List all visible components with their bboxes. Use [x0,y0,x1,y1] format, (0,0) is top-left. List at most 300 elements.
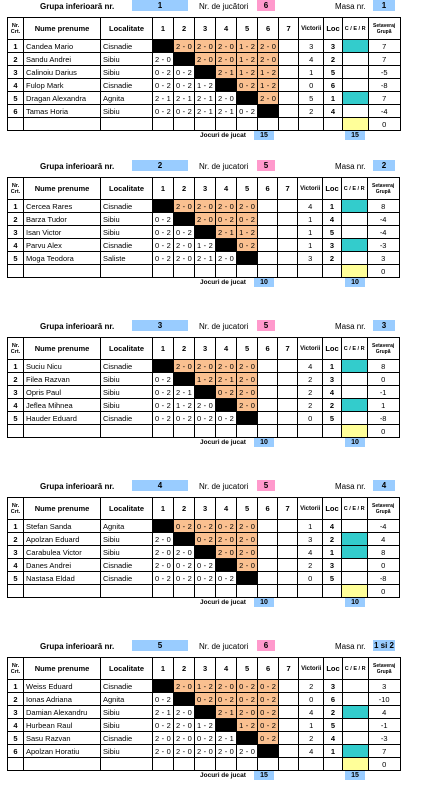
player-locality: Cisnadie [101,732,153,745]
place: 2 [324,53,342,66]
score-cell: 2 - 0 [174,40,195,53]
score-cell: 0 - 2 [258,693,279,706]
score-cell: 0 - 2 [153,226,174,239]
cer-cell [342,745,368,758]
group-title: Grupa inferioară nr. [40,322,115,331]
cer-cell [342,118,368,131]
col-opponent-2: 2 [174,18,195,40]
table-row [8,758,401,771]
col-setaveraj: Setaveraj Grupă [368,658,400,680]
score-cell: 1 - 2 [237,226,258,239]
score-cell: 0 - 2 [258,719,279,732]
score-cell [237,252,258,265]
group-number: 5 [132,640,188,651]
setaveraj: 4 [368,706,400,719]
score-cell [279,745,299,758]
setaveraj: 3 [367,252,399,265]
score-cell [278,412,298,425]
place: 1 [323,546,341,559]
place: 5 [323,412,341,425]
score-cell [237,92,258,105]
score-cell [195,118,216,131]
col-opponent-6: 6 [258,498,278,520]
group-header [7,160,441,176]
row-nr: 1 [8,40,24,53]
player-name: Hurbean Raul [24,719,101,732]
players-count: 6 [257,640,275,651]
score-cell [279,758,299,771]
victories: 1 [298,213,323,226]
table-row [8,732,401,745]
header-row [8,498,400,520]
score-cell [174,265,195,278]
col-cer: C / E / R [341,498,367,520]
score-cell: 2 - 0 [216,533,237,546]
col-opponent-4: 4 [216,18,237,40]
row-nr: 1 [8,200,24,213]
score-cell [237,118,258,131]
score-cell: 2 - 0 [216,745,237,758]
games-label: Jocuri de jucat [200,772,246,779]
cer-cell [342,732,368,745]
results-table [7,497,400,598]
score-cell: 0 - 2 [174,105,195,118]
col-victories: Victorii [298,178,323,200]
score-cell: 1 - 2 [258,79,279,92]
games-count: 10 [254,278,274,287]
place: 6 [324,79,342,92]
results-table [7,177,400,278]
setaveraj: -4 [367,213,399,226]
score-cell: 2 - 0 [216,92,237,105]
score-cell [153,680,174,693]
col-nr: Nr. Crt. [8,18,24,40]
row-nr: 4 [8,399,24,412]
score-cell: 0 - 2 [153,373,174,386]
score-cell: 2 - 1 [195,105,216,118]
place: 2 [324,706,342,719]
score-cell [174,118,195,131]
score-cell [237,412,258,425]
table-label: Masa nr. [335,2,366,11]
victories [299,758,324,771]
score-cell [195,706,216,719]
player-name: Opris Paul [24,386,101,399]
score-cell: 1 - 2 [195,79,216,92]
col-setaveraj: Setaveraj Grupă [367,338,399,360]
setaveraj: -4 [367,226,399,239]
row-nr: 4 [8,239,24,252]
setaveraj: 7 [368,40,400,53]
victories: 3 [298,252,323,265]
table-row [8,105,401,118]
score-cell: 0 - 2 [216,412,237,425]
score-cell: 2 - 0 [174,252,195,265]
table-row [8,213,400,226]
table-row [8,399,400,412]
table-row [8,265,400,278]
table-row [8,412,400,425]
col-setaveraj: Setaveraj Grupă [368,18,400,40]
games-label: Jocuri de jucat [200,132,246,139]
score-cell [279,680,299,693]
col-opponent-7: 7 [278,498,298,520]
score-cell: 2 - 0 [195,213,216,226]
score-cell [195,226,216,239]
games-count: 10 [254,438,274,447]
score-cell: 2 - 1 [216,706,237,719]
cer-cell [341,213,367,226]
score-cell: 0 - 2 [195,412,216,425]
setaveraj: 0 [367,425,399,438]
victories: 0 [298,412,323,425]
row-nr: 2 [8,693,24,706]
setaveraj: 0 [367,265,399,278]
row-nr: 3 [8,66,24,79]
setaveraj: 7 [368,745,400,758]
player-locality: Sibiu [101,226,153,239]
player-locality: Agnita [101,520,153,533]
place: 3 [324,680,342,693]
score-cell: 2 - 0 [237,533,258,546]
score-cell [258,533,278,546]
table-row [8,239,400,252]
col-place: Loc [323,498,341,520]
score-cell: 0 - 2 [153,239,174,252]
victories: 2 [298,373,323,386]
score-cell: 0 - 2 [174,66,195,79]
place: 4 [323,213,341,226]
results-table [7,657,401,771]
place: 3 [323,559,341,572]
place [323,425,341,438]
table-row [8,118,401,131]
games-label: Jocuri de jucat [200,439,246,446]
group-4 [7,480,441,606]
col-opponent-5: 5 [237,18,258,40]
score-cell [278,425,298,438]
results-table [7,17,401,131]
place: 1 [323,360,341,373]
score-cell [174,213,195,226]
row-nr: 5 [8,412,24,425]
player-locality: Cisnadie [101,559,153,572]
player-locality: Sibiu [101,719,153,732]
score-cell: 0 - 2 [153,105,174,118]
cer-cell [341,399,367,412]
cer-cell [341,425,367,438]
victories: 4 [298,360,323,373]
score-cell: 0 - 2 [153,213,174,226]
table-label: Masa nr. [335,482,366,491]
col-opponent-7: 7 [279,18,299,40]
victories: 5 [299,92,324,105]
row-nr: 1 [8,680,24,693]
row-nr: 5 [8,572,24,585]
row-nr: 2 [8,373,24,386]
score-cell [279,719,299,732]
score-cell: 2 - 0 [237,706,258,719]
score-cell [216,758,237,771]
score-cell: 2 - 1 [216,105,237,118]
score-cell: 2 - 0 [195,40,216,53]
victories: 3 [298,533,323,546]
victories: 3 [299,40,324,53]
score-cell: 0 - 2 [237,680,258,693]
score-cell [258,546,278,559]
place: 5 [323,572,341,585]
score-cell [258,226,278,239]
score-cell: 0 - 2 [237,693,258,706]
table-row [8,66,401,79]
score-cell [278,399,298,412]
victories [298,265,323,278]
score-cell: 2 - 0 [237,373,258,386]
player-name: Moga Teodora [24,252,101,265]
col-setaveraj: Setaveraj Grupă [367,178,399,200]
score-cell [237,758,258,771]
score-cell: 0 - 2 [174,520,195,533]
row-nr [8,118,24,131]
player-name: Filea Razvan [24,373,101,386]
score-cell [278,265,298,278]
victories-total: 15 [345,131,365,140]
cer-cell [342,40,368,53]
score-cell [258,745,279,758]
row-nr: 2 [8,533,24,546]
col-victories: Victorii [299,18,324,40]
score-cell: 1 - 2 [195,680,216,693]
table-row [8,559,400,572]
player-name: Suciu Nicu [24,360,101,373]
place [323,265,341,278]
player-name [24,425,101,438]
col-nr: Nr. Crt. [8,338,24,360]
cer-cell [342,693,368,706]
place: 3 [324,40,342,53]
score-cell [237,572,258,585]
col-opponent-6: 6 [258,18,279,40]
score-cell: 2 - 0 [153,533,174,546]
score-cell: 2 - 1 [216,373,237,386]
score-cell [279,40,299,53]
player-locality: Sibiu [101,105,153,118]
player-name: Jeflea Mihnea [24,399,101,412]
player-locality [101,265,153,278]
score-cell [195,758,216,771]
games-label: Jocuri de jucat [200,279,246,286]
score-cell [258,425,278,438]
col-opponent-4: 4 [216,338,237,360]
player-locality: Cisnadie [101,360,153,373]
player-name [24,118,101,131]
score-cell [279,66,299,79]
score-cell: 2 - 0 [153,53,174,66]
score-cell: 0 - 2 [237,79,258,92]
score-cell: 0 - 2 [195,520,216,533]
score-cell: 1 - 2 [237,66,258,79]
setaveraj: -5 [368,66,400,79]
place: 1 [324,745,342,758]
score-cell: 2 - 0 [237,559,258,572]
score-cell [279,53,299,66]
place: 1 [323,200,341,213]
player-locality: Sibiu [101,706,153,719]
score-cell: 1 - 2 [237,40,258,53]
group-number: 2 [132,160,188,171]
table-row [8,386,400,399]
score-cell [278,546,298,559]
score-cell: 0 - 2 [153,412,174,425]
score-cell [279,732,299,745]
score-cell: 0 - 2 [174,412,195,425]
col-opponent-7: 7 [278,178,298,200]
col-opponent-4: 4 [216,498,237,520]
score-cell: 2 - 0 [174,745,195,758]
score-cell: 2 - 0 [237,360,258,373]
player-locality: Agnita [101,92,153,105]
score-cell [278,386,298,399]
score-cell [195,386,216,399]
victories: 1 [298,239,323,252]
score-cell: 2 - 0 [174,200,195,213]
player-name: Calinoiu Darius [24,66,101,79]
victories [299,118,324,131]
score-cell: 0 - 2 [237,239,258,252]
score-cell: 2 - 0 [237,745,258,758]
player-locality: Cisnadie [101,79,153,92]
score-cell [278,572,298,585]
setaveraj: 8 [367,546,399,559]
score-cell [278,520,298,533]
players-count: 5 [257,320,275,331]
col-opponent-5: 5 [237,658,258,680]
score-cell: 2 - 0 [216,53,237,66]
victories-total: 10 [345,438,365,447]
table-row [8,252,400,265]
score-cell [174,53,195,66]
score-cell: 2 - 0 [195,360,216,373]
col-opponent-3: 3 [195,498,216,520]
victories: 2 [298,559,323,572]
score-cell: 0 - 2 [174,226,195,239]
victories [298,425,323,438]
score-cell: 2 - 1 [174,386,195,399]
score-cell [216,559,237,572]
table-row [8,200,400,213]
col-opponent-6: 6 [258,658,279,680]
player-name: Damian Alexandru [24,706,101,719]
cer-cell [341,585,367,598]
score-cell: 2 - 0 [216,680,237,693]
place: 4 [324,732,342,745]
score-cell: 0 - 2 [153,399,174,412]
score-cell [153,585,174,598]
table-row [8,745,401,758]
player-locality: Agnita [101,693,153,706]
player-locality: Sibiu [101,399,153,412]
table-row [8,719,401,732]
score-cell [278,533,298,546]
col-opponent-1: 1 [153,498,174,520]
table-label: Masa nr. [335,162,366,171]
score-cell: 0 - 2 [216,572,237,585]
score-cell: 2 - 0 [174,680,195,693]
table-row [8,360,400,373]
score-cell [195,546,216,559]
group-header [7,0,441,16]
col-opponent-7: 7 [279,658,299,680]
score-cell: 1 - 2 [174,399,195,412]
player-name: Tamas Horia [24,105,101,118]
table-number: 4 [373,480,395,491]
place: 5 [324,719,342,732]
row-nr: 2 [8,53,24,66]
score-cell: 2 - 0 [153,732,174,745]
player-locality: Sibiu [101,213,153,226]
col-opponent-3: 3 [195,338,216,360]
group-number: 3 [132,320,188,331]
place: 4 [323,520,341,533]
col-opponent-2: 2 [174,338,195,360]
score-cell: 2 - 0 [258,92,279,105]
row-nr: 5 [8,92,24,105]
cer-cell [342,680,368,693]
row-nr: 3 [8,706,24,719]
score-cell [153,200,174,213]
cer-cell [341,412,367,425]
cer-cell [341,373,367,386]
row-nr: 4 [8,559,24,572]
col-nr: Nr. Crt. [8,498,24,520]
header-row [8,18,401,40]
score-cell: 2 - 0 [174,732,195,745]
victories: 0 [299,693,324,706]
score-cell: 0 - 2 [174,559,195,572]
col-opponent-1: 1 [153,658,174,680]
score-cell: 2 - 1 [174,92,195,105]
score-cell [216,585,237,598]
score-cell [258,585,278,598]
setaveraj: -10 [368,693,400,706]
row-nr: 6 [8,105,24,118]
col-opponent-3: 3 [195,18,216,40]
victories: 1 [298,226,323,239]
score-cell: 1 - 2 [237,719,258,732]
score-cell: 2 - 1 [216,66,237,79]
header-row [8,658,401,680]
victories: 4 [299,706,324,719]
score-cell: 0 - 2 [237,105,258,118]
cer-cell [342,92,368,105]
row-nr [8,425,24,438]
setaveraj: 1 [367,399,399,412]
score-cell [237,425,258,438]
score-cell: 0 - 2 [258,680,279,693]
score-cell: 0 - 2 [195,732,216,745]
score-cell: 1 - 2 [195,239,216,252]
score-cell [153,265,174,278]
cer-cell [341,546,367,559]
victories: 0 [299,79,324,92]
setaveraj: -8 [367,572,399,585]
score-cell [216,399,237,412]
score-cell: 2 - 1 [195,92,216,105]
cer-cell [341,239,367,252]
cer-cell [342,105,368,118]
score-cell: 0 - 2 [216,386,237,399]
score-cell [237,585,258,598]
